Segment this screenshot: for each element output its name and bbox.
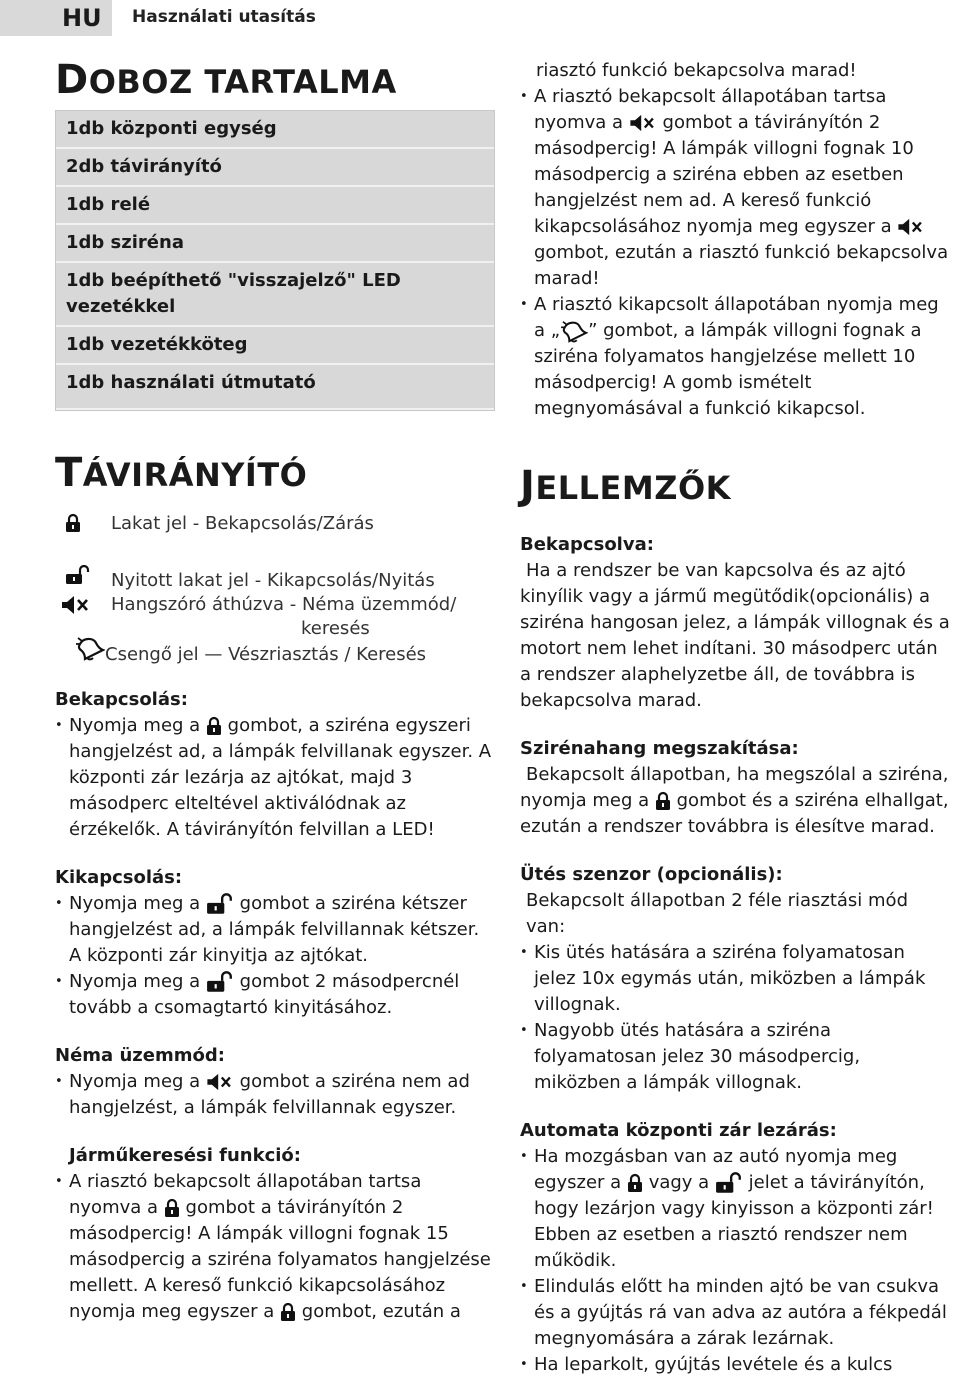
lock-icon	[627, 1173, 643, 1193]
unlock-icon	[715, 1172, 743, 1194]
box-contents-title: DOBOZ TARTALMA	[55, 57, 397, 103]
list-item: • Nyomja meg a gombot, a sziréna egyszeri hangjelzést ad, a lámpák felvillanak egyszer. A központi zár lezárja az ajtókat, majd 3 másodperc elteltével aktiválódnak az érzékelők. A távirányítón felvillan a LED!	[55, 713, 495, 843]
legend-lock: Lakat jel - Bekapcsolás/Zárás	[55, 513, 495, 547]
list-item: • Ha mozgásban van az autó nyomja meg egyszer a vagy a jelet a távirányítón, hogy lezárjon vagy kinyisson a központi zár! Ebben az esetben a riasztó rendszer nem működik.	[520, 1144, 950, 1274]
list-item: 1db központi egység	[56, 111, 494, 149]
list-item: • Nyomja meg a gombot 2 másodpercnél tovább a csomagtartó kinyitásához.	[55, 969, 495, 1021]
list-item: • A riasztó bekapcsolt állapotában tartsa nyomva a gombot a távirányítón 2 másodpercig! A lámpák villogni fognak 15 másodpercig a sziréna folyamatos hangjelzése mellett. A kereső funkció kikapcsolásához nyomja meg egyszer a gombot, ezután a	[55, 1169, 495, 1325]
left-column	[55, 58, 495, 1325]
list-item: 2db távirányító	[56, 149, 494, 187]
paragraph: Bekapcsolt állapotban, ha megszólal a sziréna,	[526, 764, 949, 785]
list-item: • Nagyobb ütés hatására a sziréna folyamatosan jelez 30 másodpercig, miközben a lámpák villognak.	[520, 1018, 950, 1096]
legend-unlock: Nyitott lakat jel - Kikapcsolás/Nyitás	[55, 569, 495, 593]
features-title: JELLEMZŐK	[520, 463, 731, 509]
unlock-icon	[206, 893, 234, 915]
remote-legend	[55, 513, 495, 671]
section-armed	[520, 532, 950, 714]
remote-title: TÁVIRÁNYÍTÓ	[55, 450, 308, 496]
section-heading: Bekapcsolva:	[520, 534, 654, 555]
speaker-muted-icon	[629, 114, 657, 132]
section-siren-stop	[520, 736, 950, 840]
bell-icon	[75, 635, 105, 661]
list-item: • Nyomja meg a gombot a sziréna kétszer hangjelzést ad, a lámpák felvillannak kétszer. A központi zár kinyitja az ajtókat.	[55, 891, 495, 969]
speaker-muted-icon	[897, 218, 925, 236]
lock-icon	[655, 791, 671, 811]
lock-icon	[206, 716, 222, 736]
section-heading: Járműkeresési funkció:	[69, 1145, 301, 1166]
section-heading: Szirénahang megszakítása:	[520, 738, 799, 759]
paragraph: Bekapcsolt állapotban 2 féle riasztási mód van:	[526, 890, 908, 937]
list-item: 1db használati útmutató	[56, 365, 494, 410]
section-heading: Bekapcsolás:	[55, 689, 188, 710]
bell-icon	[560, 319, 588, 343]
section-heading: Automata központi zár lezárás:	[520, 1120, 837, 1141]
unlock-icon	[206, 971, 234, 993]
list-item: • A riasztó bekapcsolt állapotában tartsa nyomva a gombot a távirányítón 2 másodpercig! A lámpák villogni fognak 10 másodpercig a sziréna ebben az esetben hangjelzést nem ad. A kereső funkció kikapcsolásához nyomja meg egyszer a gombot, ezután a riasztó funkció bekapcsolva marad!	[520, 84, 950, 292]
list-item: 1db beépíthető "visszajelző" LED vezetékkel	[56, 263, 494, 327]
paragraph: nyomja meg a gombot és a sziréna elhallgat,	[520, 790, 949, 811]
language-badge: HU	[0, 0, 112, 36]
legend-bell: Csengő jel — Vészriasztás / Keresés	[55, 641, 495, 671]
list-item: • Elindulás előtt ha minden ajtó be van csukva és a gyújtás rá van adva az autóra a fékpedál megnyomására a zárak lezárnak.	[520, 1274, 950, 1352]
page-header	[0, 0, 960, 36]
list-item: • Ha leparkolt, gyújtás levétele és a kulcs	[520, 1352, 950, 1378]
section-auto-lock	[520, 1118, 950, 1378]
document-title: Használati utasítás	[132, 7, 316, 27]
paragraph: ezután a rendszer továbbra is élesítve marad.	[520, 816, 935, 837]
list-item: • Nyomja meg a gombot a sziréna nem ad hangjelzést, a lámpák felvillannak egyszer.	[55, 1069, 495, 1121]
lock-icon	[164, 1198, 180, 1218]
speaker-muted-icon	[206, 1073, 234, 1091]
list-item: 1db vezetékköteg	[56, 327, 494, 365]
box-contents-list	[55, 110, 495, 411]
section-vehicle-search	[55, 1143, 495, 1325]
list-item: • Kis ütés hatására a sziréna folyamatosan jelez 10x egymás után, miközben a lámpák villognak.	[520, 940, 950, 1018]
legend-mute: Hangszóró áthúzva - Néma üzemmód/ keresés	[55, 593, 495, 641]
list-item: 1db relé	[56, 187, 494, 225]
section-disarming	[55, 865, 495, 1021]
lock-icon	[65, 513, 81, 533]
right-column	[520, 58, 950, 1378]
section-heading: Kikapcsolás:	[55, 867, 183, 888]
unlock-icon	[65, 565, 91, 585]
continued-text: riasztó funkció bekapcsolva marad!	[536, 60, 857, 81]
section-silent-mode	[55, 1043, 495, 1121]
lock-icon	[280, 1302, 296, 1322]
section-heading: Ütés szenzor (opcionális):	[520, 864, 783, 885]
list-item: • A riasztó kikapcsolt állapotában nyomja meg a „ ” gombot, a lámpák villogni fognak a sziréna folyamatos hangjelzése mellett 10 másodpercig! A gomb ismételt megnyomásával a funkció kikapcsol.	[520, 292, 950, 422]
section-shock-sensor	[520, 862, 950, 1096]
paragraph: Ha a rendszer be van kapcsolva és az ajtó kinyílik vagy a jármű megütődik(opcionális) a sziréna hangosan jelez, a lámpák villognak és a motort nem lehet indítani. 30 másodperc után a rendszer alaphelyzetbe áll, de továbbra is bekapcsolva marad.	[520, 560, 950, 711]
section-arming	[55, 687, 495, 843]
section-heading: Néma üzemmód:	[55, 1045, 225, 1066]
speaker-muted-icon	[61, 595, 91, 615]
list-item: 1db sziréna	[56, 225, 494, 263]
